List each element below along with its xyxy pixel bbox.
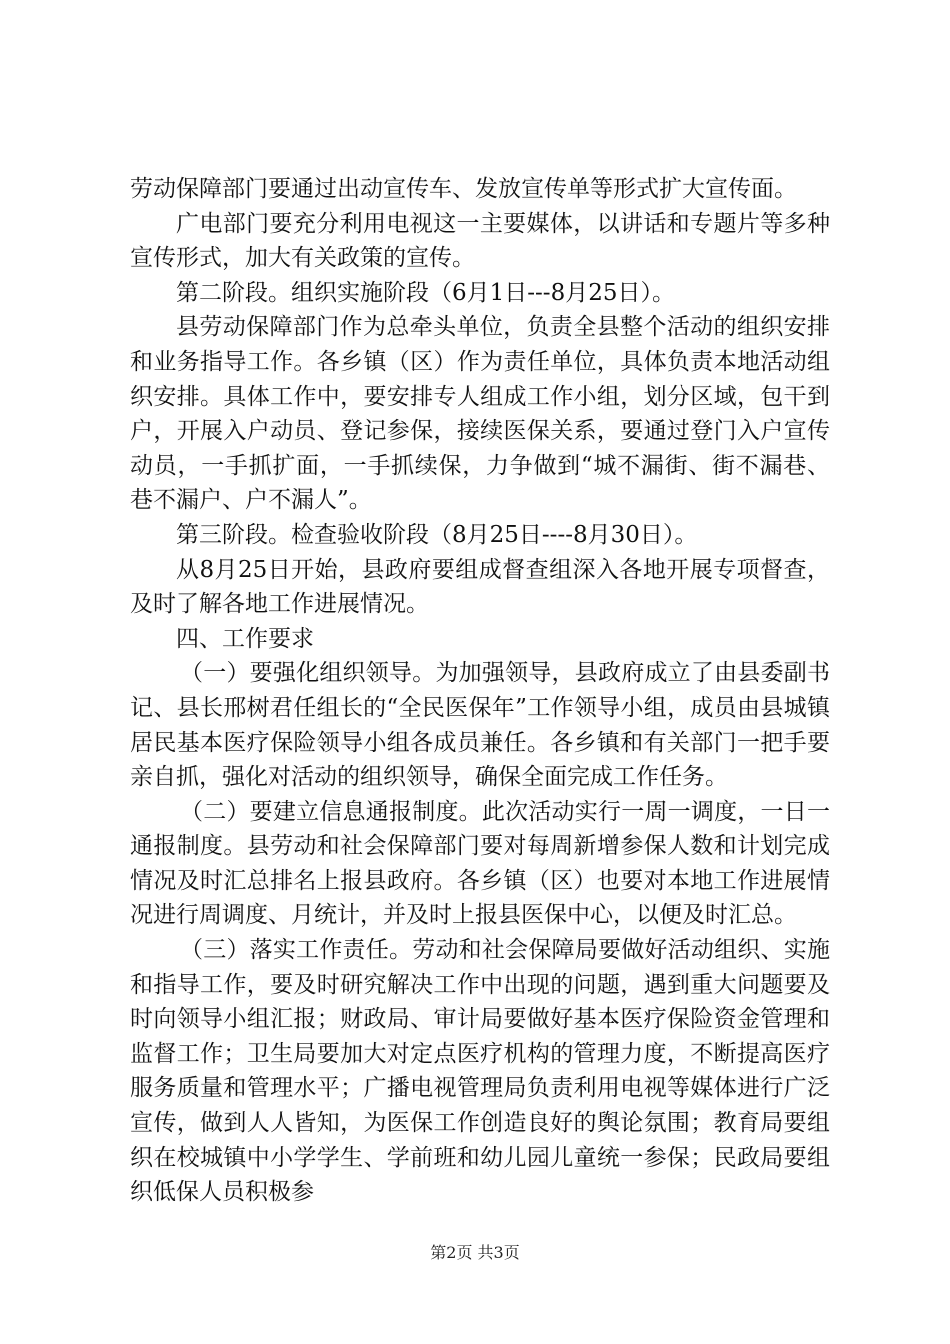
paragraph-1: 劳动保障部门要通过出动宣传车、发放宣传单等形式扩大宣传面。 bbox=[130, 176, 797, 202]
paragraph-9: （二）要建立信息通报制度。此次活动实行一周一调度，一日一通报制度。县劳动和社会保障部门要对每周新增参保人数和计划完成情况及时汇总排名上报县政府。各乡镇（区）也要对本地工作进展情况进行周调度、月统计，并及时上报县医保中心，以便及时汇总。 bbox=[130, 798, 830, 929]
document-body bbox=[130, 172, 830, 1210]
paragraph-2: 广电部门要充分利用电视这一主要媒体，以讲话和专题片等多种宣传形式，加大有关政策的宣传。 bbox=[130, 210, 830, 272]
paragraph-3: 第二阶段。组织实施阶段（6月1日---8月25日）。 bbox=[176, 279, 675, 306]
paragraph-4: 县劳动保障部门作为总牵头单位，负责全县整个活动的组织安排和业务指导工作。各乡镇（区）作为责任单位，具体负责本地活动组织安排。具体工作中，要安排专人组成工作小组，划分区域，包干到户，开展入户动员、登记参保，接续医保关系，要通过登门入户宣传动员，一手抓扩面，一手抓续保，力争做到“城不漏街、街不漏巷、巷不漏户、户不漏人”。 bbox=[130, 314, 830, 514]
paragraph-10: （三）落实工作责任。劳动和社会保障局要做好活动组织、实施和指导工作，要及时研究解决工作中出现的问题，遇到重大问题要及时向领导小组汇报；财政局、审计局要做好基本医疗保险资金管理和监督工作；卫生局要加大对定点医疗机构的管理力度，不断提高医疗服务质量和管理水平；广播电视管理局负责利用电视等媒体进行广泛宣传，做到人人皆知，为医保工作创造良好的舆论氛围；教育局要组织在校城镇中小学学生、学前班和幼儿园儿童统一参保；民政局要组织低保人员积极参 bbox=[130, 937, 830, 1206]
paragraph-8: （一）要强化组织领导。为加强领导，县政府成立了由县委副书记、县长邢树君任组长的“全民医保年”工作领导小组，成员由县城镇居民基本医疗保险领导小组各成员兼任。各乡镇和有关部门一把手要亲自抓，强化对活动的组织领导，确保全面完成工作任务。 bbox=[130, 660, 830, 791]
paragraph-6: 从8月25日开始，县政府要组成督查组深入各地开展专项督查，及时了解各地工作进展情况。 bbox=[130, 556, 830, 618]
section-heading: 四、工作要求 bbox=[176, 625, 314, 652]
paragraph-5: 第三阶段。检查验收阶段（8月25日----8月30日）。 bbox=[176, 521, 698, 548]
page-number: 第2页 共3页 bbox=[430, 1243, 520, 1262]
